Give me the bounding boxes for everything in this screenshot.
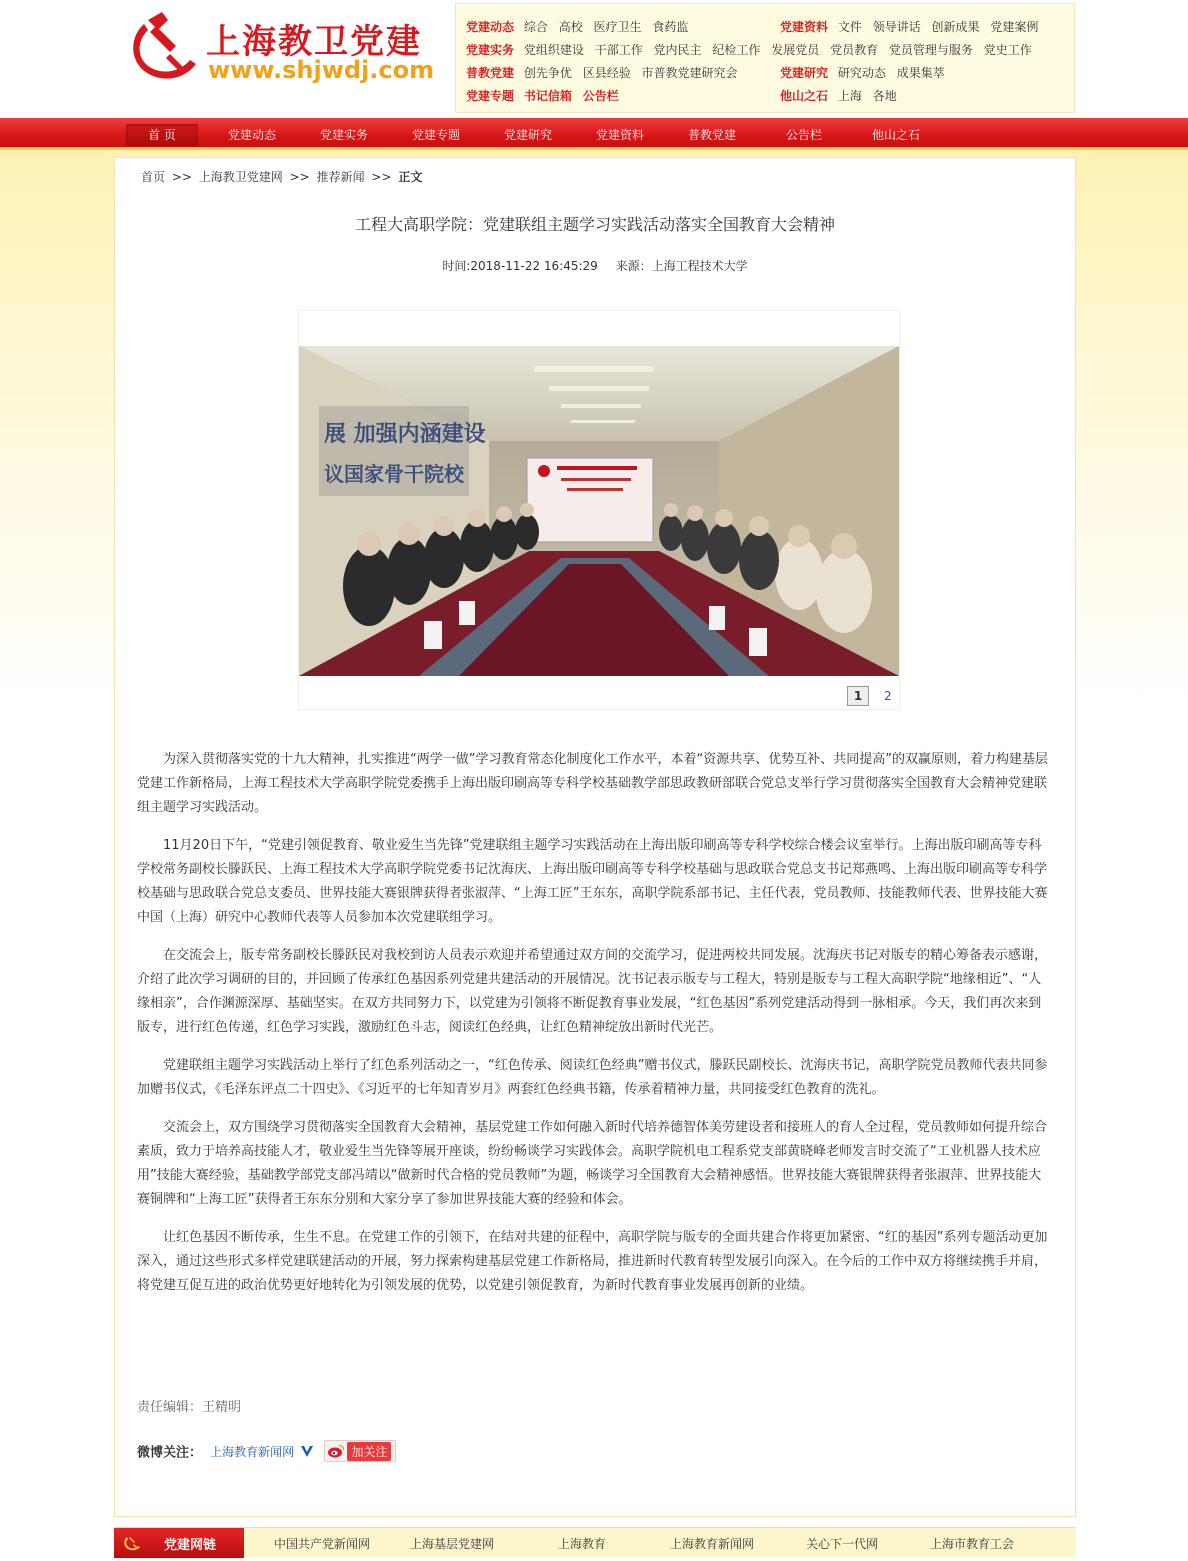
footer-links-title (114, 1528, 244, 1558)
ql-link-notice[interactable]: 公告栏 (582, 89, 619, 103)
ql-link[interactable]: 党内民主 (653, 43, 702, 57)
breadcrumb-site[interactable]: 上海教卫党建网 (198, 170, 283, 184)
nav-item-home[interactable]: 首 页 (126, 124, 198, 146)
ql-link[interactable]: 食药监 (652, 20, 689, 34)
article-time: 时间:2018-11-22 16:45:29 (442, 259, 598, 273)
nav-item-yanjiu[interactable]: 党建研究 (503, 128, 552, 142)
svg-text:议国家骨干院校: 议国家骨干院校 (324, 462, 464, 486)
ql-head-dongtai[interactable]: 党建动态 (466, 20, 515, 34)
ql-link[interactable]: 医疗卫生 (593, 20, 642, 34)
ql-head-yanjiu[interactable]: 党建研究 (780, 66, 829, 80)
main-nav (0, 118, 1188, 150)
article-body (137, 748, 1053, 1312)
weibo-icon (327, 1444, 345, 1458)
article-paragraph: 让红色基因不断传承，生生不息。在党建工作的引领下，在结对共建的征程中，高职学院与版专的全面共建合作将更加紧密、“红的基因”系列专题活动更加深入，通过这些形式多样党建联建活动的开展，努力探索构建基层党建工作新格局，推进新时代教育转型发展引向深入。在今后的工作中双方将继续携手并肩，将党建互促互进的政治优势更好地转化为引领发展的优势，以党建引领促教育，为新时代教育事业发展再创新的业绩。 (137, 1230, 1048, 1293)
ql-head-shiwu[interactable]: 党建实务 (466, 43, 515, 57)
ql-link[interactable]: 党员教育 (830, 43, 879, 57)
ql-link[interactable]: 发展党员 (771, 43, 820, 57)
breadcrumb-current: 正文 (398, 170, 423, 184)
ql-link[interactable]: 上海 (837, 89, 862, 103)
article-paragraph: 交流会上，双方围绕学习贯彻落实全国教育大会精神，基层党建工作如何融入新时代培养德智体美劳建设者和接班人的育人全过程，党员教师如何提升综合素质，致力于培养高技能人才，敬业爱生当先锋等展开座谈，纷纷畅谈学习实践体会。高职学院机电工程系党支部黄晓峰老师发言时交流了“工业机器人技术应用”技能大赛经验，基础教学部党支部冯靖以“做新时代合格的党员教师”为题，畅谈学习全国教育大会精神感悟。世界技能大赛银牌获得者张淑萍、世界技能大赛铜牌和“上海工匠”获得者王东东分别和大家分享了参加世界技能大赛的经验和体会。 (137, 1120, 1048, 1207)
ql-group-dongtai (466, 18, 695, 35)
ql-group-tashan (780, 87, 904, 104)
breadcrumb-home[interactable]: 首页 (141, 170, 166, 184)
ql-link[interactable]: 党组织建设 (523, 43, 584, 57)
ql-link[interactable]: 纪检工作 (712, 43, 761, 57)
ql-link-mailbox[interactable]: 书记信箱 (523, 89, 572, 103)
ql-link[interactable]: 成果集萃 (896, 66, 945, 80)
footer-link[interactable]: 关心下一代网 (806, 1537, 879, 1551)
weibo-follow (137, 1440, 396, 1462)
nav-divider (0, 147, 1188, 150)
site-title: 上海教卫党建 (206, 22, 422, 62)
ql-group-ziliao (780, 18, 1045, 35)
ql-link[interactable]: 创先争优 (523, 66, 572, 80)
breadcrumb-separator: >> (371, 170, 392, 184)
party-emblem-icon (120, 6, 204, 90)
footer-link[interactable]: 上海基层党建网 (410, 1537, 495, 1551)
ql-head-ziliao[interactable]: 党建资料 (780, 20, 829, 34)
ql-link[interactable]: 干部工作 (594, 43, 643, 57)
breadcrumb-separator: >> (171, 170, 192, 184)
site-header (0, 0, 1188, 118)
svg-text:展 加强内涵建设: 展 加强内涵建设 (324, 422, 486, 447)
weibo-account-link[interactable]: 上海教育新闻网 (210, 1444, 295, 1459)
footer-link[interactable]: 中国共产党新闻网 (274, 1537, 371, 1551)
nav-item-pujiao[interactable]: 普教党建 (687, 128, 736, 142)
ql-head-tashan[interactable]: 他山之石 (780, 89, 829, 103)
site-logo[interactable] (120, 6, 440, 90)
breadcrumb-separator: >> (289, 170, 310, 184)
quick-links-panel (455, 3, 1075, 113)
breadcrumb (141, 168, 425, 185)
ql-group-yanjiu (780, 64, 952, 81)
photo-pager (847, 686, 903, 708)
footer-link[interactable]: 上海教育 (558, 1537, 607, 1551)
ql-group-zhuanti (466, 87, 626, 104)
article-paragraph: 党建联组主题学习实践活动上举行了红色系列活动之一，“红色传承、阅读红色经典”赠书仪式，滕跃民副校长、沈海庆书记，高职学院党员教师代表共同参加赠书仪式，《毛泽东评点二十四史》、《习近平的七年知青岁月》两套红色经典书籍，传承着精神力量，共同接受红色教育的洗礼。 (137, 1058, 1048, 1097)
nav-item-dongtai[interactable]: 党建动态 (227, 128, 276, 142)
ql-group-pujiao (466, 64, 745, 81)
ql-link[interactable]: 创新成果 (931, 20, 980, 34)
site-url: www.shjwdj.com (208, 56, 435, 84)
ql-link[interactable]: 研究动态 (837, 66, 886, 80)
nav-item-tashan[interactable]: 他山之石 (871, 128, 920, 142)
ql-link[interactable]: 领导讲话 (872, 20, 921, 34)
article-paragraph: 为深入贯彻落实党的十九大精神，扎实推进“两学一做”学习教育常态化制度化工作水平，本着“资源共享、优势互补、共同提高”的双赢原则，着力构建基层党建工作新格局，上海工程技术大学高职学院党委携手上海出版印刷高等专科学校基础教学部思政教研部联合党总支举行学习贯彻落实全国教育大会精神党建联组主题学习实践活动。 (137, 752, 1048, 815)
photo-gallery (298, 310, 900, 710)
footer-link[interactable]: 上海教育新闻网 (670, 1537, 755, 1551)
responsible-editor: 责任编辑：王精明 (137, 1400, 242, 1415)
nav-item-notice[interactable]: 公告栏 (785, 128, 822, 142)
article-meta (115, 257, 1075, 274)
article-photo[interactable] (299, 346, 899, 676)
footer-link[interactable]: 上海市教育工会 (930, 1537, 1015, 1551)
ql-group-shiwu (466, 41, 1039, 58)
article-title: 工程大高职学院：党建联组主题学习实践活动落实全国教育大会精神 (354, 215, 835, 234)
pager-page-2[interactable]: 2 (884, 689, 892, 703)
footer-title-text: 党建网链 (164, 1538, 217, 1553)
ql-link[interactable]: 文件 (837, 20, 862, 34)
ql-head-zhuanti[interactable]: 党建专题 (466, 89, 515, 103)
ql-link[interactable]: 综合 (523, 20, 548, 34)
ql-link[interactable]: 党建案例 (990, 20, 1039, 34)
ql-link[interactable]: 党员管理与服务 (888, 43, 973, 57)
article-container (114, 157, 1076, 1517)
meeting-photo-icon (299, 346, 899, 676)
weibo-follow-label: 加关注 (347, 1442, 391, 1461)
ql-head-pujiao[interactable]: 普教党建 (466, 66, 515, 80)
ql-link[interactable]: 市普教党建研究会 (641, 66, 738, 80)
ql-link[interactable]: 区县经验 (582, 66, 631, 80)
article-source: 来源：上海工程技术大学 (615, 259, 748, 273)
article-paragraph: 在交流会上，版专常务副校长滕跃民对我校到访人员表示欢迎并希望通过双方间的交流学习，促进两校共同发展。沈海庆书记对版专的精心筹备表示感谢，介绍了此次学习调研的目的，并回顾了传承红色基因系列党建共建活动的开展情况。沈书记表示版专与工程大，特别是版专与工程大高职学院“地缘相近”、“人缘相亲”，合作渊源深厚、基础坚实。在双方共同努力下，以党建为引领将不断促教育事业发展，“红色基因”系列党建活动得到一脉相承。今天，我们再次来到版专，进行红色传递，红色学习实践，激励红色斗志，阅读红色经典，让红色精神绽放出新时代光芒。 (137, 948, 1048, 1035)
verified-v-icon (300, 1444, 314, 1458)
footer-links-bar (114, 1527, 1076, 1557)
weibo-follow-button[interactable] (324, 1440, 396, 1462)
nav-item-zhuanti[interactable]: 党建专题 (411, 128, 460, 142)
party-emblem-icon (122, 1533, 142, 1553)
article-paragraph: 11月20日下午，“党建引领促教育、敬业爱生当先锋”党建联组主题学习实践活动在上海出版印刷高等专科学校综合楼会议室举行。上海出版印刷高等专科学校常务副校长滕跃民、上海工程技术大学高职学院党委书记沈海庆、上海出版印刷高等专科学校基础与思政联合党总支书记郑燕鸣、上海出版印刷高等专科学校基础与思政联合党总支委员、世界技能大赛银牌获得者张淑萍、“上海工匠”王东东，高职学院系部书记、主任代表，党员教师、技能教师代表、世界技能大赛中国（上海）研究中心教师代表等人员参加本次党建联组学习。 (137, 838, 1048, 925)
nav-item-shiwu[interactable]: 党建实务 (319, 128, 368, 142)
weibo-label: 微博关注： (137, 1445, 203, 1461)
ql-link[interactable]: 高校 (558, 20, 583, 34)
ql-link[interactable]: 各地 (872, 89, 897, 103)
nav-item-ziliao[interactable]: 党建资料 (595, 128, 644, 142)
ql-link[interactable]: 党史工作 (983, 43, 1032, 57)
pager-page-1[interactable]: 1 (847, 686, 869, 706)
breadcrumb-category[interactable]: 推荐新闻 (316, 170, 365, 184)
